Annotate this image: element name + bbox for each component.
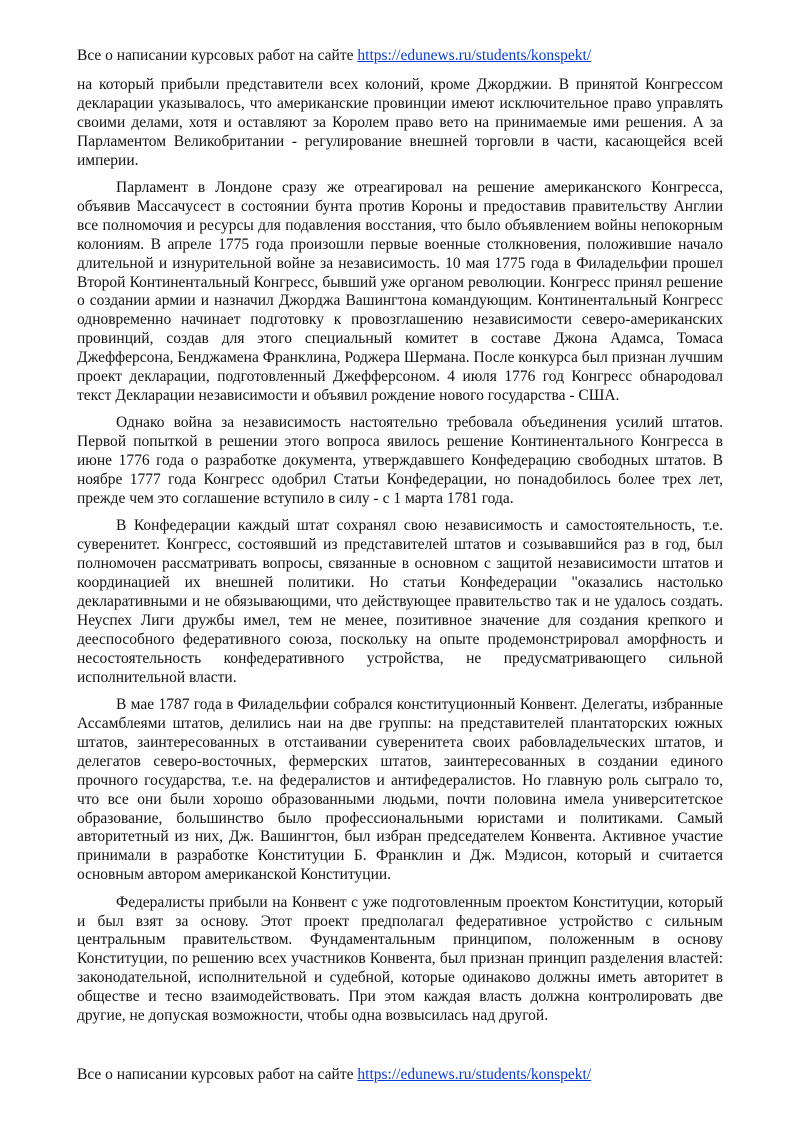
document-body: [77, 76, 723, 1035]
footer-text: Все о написании курсовых работ на сайте: [77, 1066, 358, 1083]
paragraph-6: Федералисты прибыли на Конвент с уже подготовленным проектом Конституции, который и был взят за основу. Этот проект предполагал федеративное устройство с сильным центральным правительством. Фундаментальным принципом, положенным в основу Конституции, по решению всех участников Конвента, был признан принцип разделения властей: законодательной, исполнительной и судебной, которые одинаково должны иметь авторитет в обществе и тесно взаимодействовать. При этом каждая власть должна контролировать две другие, не допуская возможности, чтобы одна возвысилась над другой.: [77, 893, 723, 1025]
page-footer: [77, 1066, 723, 1085]
paragraph-1: на который прибыли представители всех колоний, кроме Джорджии. В принятой Конгрессом декларации указывалось, что американские провинции имеют исключительное право управлять своими делами, хотя и оставляют за Королем право вето на принимаемые ими решения. А за Парламентом Великобритании - регулирование внешней торговли в части, касающейся всей империи.: [77, 76, 723, 169]
page-header: [77, 47, 723, 66]
paragraph-5: В мае 1787 года в Филадельфии собрался конституционный Конвент. Делегаты, избранные Ассамблеями штатов, делились наи на две группы: на представителей плантаторских южных штатов, заинтересованных в отстаивании суверенитета своих рабовладельческих штатов, и делегатов северо-восточных, фермерских штатов, заинтересованных в создании единого прочного государства, т.е. на федералистов и антифедералистов. Но главную роль сыграло то, что все они были хорошо образованными людьми, почти половина имела университетское образование, большинство было профессиональными юристами и политиками. Самый авторитетный из них, Дж. Вашингтон, был избран председателем Конвента. Активное участие принимали в разработке Конституции Б. Франклин и Дж. Мэдисон, который и считается основным автором американской Конституции.: [77, 696, 723, 884]
footer-link[interactable]: https://edunews.ru/students/konspekt/: [357, 1066, 592, 1083]
paragraph-4: В Конфедерации каждый штат сохранял свою независимость и самостоятельность, т.е. суверенитет. Конгресс, состоявший из представителей штатов и созывавшийся раз в год, был полномочен рассматривать вопросы, связанные в основном с защитой независимости штатов и координацией их внешней политики. Но статьи Конфедерации "оказались настолько декларативными и не обязывающими, что действующее правительство так и не удалось создать. Неуспех Лиги дружбы имел, тем не менее, позитивное значение для создания крепкого и дееспособного федеративного союза, поскольку на опыте продемонстрировал аморфность и несостоятельность конфедеративного устройства, не предусматривающего сильной исполнительной власти.: [77, 517, 723, 686]
header-text: Все о написании курсовых работ на сайте: [77, 47, 358, 64]
header-link[interactable]: https://edunews.ru/students/konspekt/: [357, 47, 592, 64]
paragraph-3: Однако война за независимость настоятельно требовала объединения усилий штатов. Первой попыткой в решении этого вопроса явилось решение Континентального Конгресса в июне 1776 года о разработке документа, утверждавшего Конфедерацию свободных штатов. В ноябре 1777 года Конгресс одобрил Статьи Конфедерации, но понадобилось более трех лет, прежде чем это соглашение вступило в силу - с 1 марта 1781 года.: [77, 414, 723, 508]
paragraph-2: Парламент в Лондоне сразу же отреагировал на решение американского Конгресса, объявив Массачусест в состоянии бунта против Короны и предоставив правительству Англии все полномочия и ресурсы для подавления восстания, что было объявлением войны непокорным колониям. В апреле 1775 года произошли первые военные столкновения, положившие начало длительной и изнурительной войне за независимость. 10 мая 1775 года в Филадельфии прошел Второй Континентальный Конгресс, бывший уже органом революции. Конгресс принял решение о создании армии и назначил Джорджа Вашингтона командующим. Континентальный Конгресс одновременно начинает подготовку к провозглашению независимости северо-американских провинций, создав для этого специальный комитет в составе Джона Адамса, Томаса Джефферсона, Бенджамена Франклина, Роджера Шермана. После конкурса был признан лучшим проект декларации, подготовленный Джефферсоном. 4 июля 1776 год Конгресс обнародовал текст Декларации независимости и объявил рождение нового государства - США.: [77, 179, 723, 404]
